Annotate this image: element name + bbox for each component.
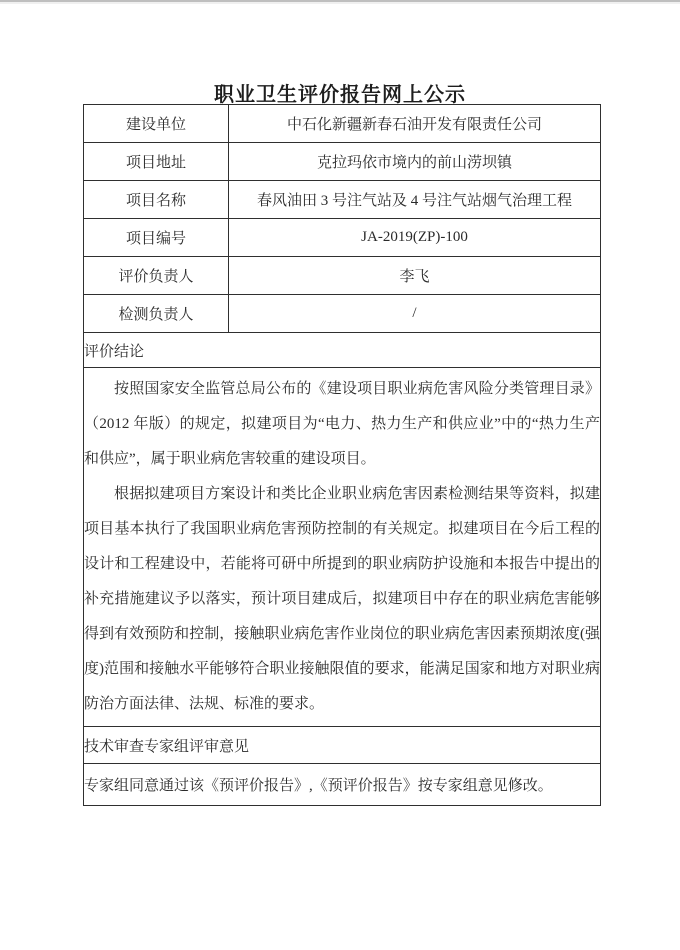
- review-opinion-row: [84, 764, 601, 806]
- conclusion-text-row: [84, 368, 601, 727]
- table-row: [84, 257, 601, 295]
- table-row: [84, 181, 601, 219]
- row-value-project-name: 春风油田 3 号注气站及 4 号注气站烟气治理工程: [229, 181, 601, 219]
- table-row: [84, 219, 601, 257]
- row-value-evaluation-lead: 李飞: [229, 257, 601, 295]
- review-heading-row: [84, 727, 601, 764]
- table-row: [84, 143, 601, 181]
- review-opinion: 专家组同意通过该《预评价报告》,《预评价报告》按专家组意见修改。: [84, 764, 601, 806]
- row-label-project-name: 项目名称: [84, 181, 229, 219]
- conclusion-text: [84, 368, 601, 727]
- conclusion-label-row: [84, 333, 601, 368]
- conclusion-label: 评价结论: [84, 333, 601, 368]
- table-row: [84, 105, 601, 143]
- conclusion-paragraph-1: 按照国家安全监管总局公布的《建设项目职业病危害风险分类管理目录》（2012 年版）的规定，拟建项目为“电力、热力生产和供应业”中的“热力生产和供应”，属于职业病危害较重的建设项目。: [84, 381, 600, 467]
- report-table: [83, 104, 601, 806]
- conclusion-paragraph-2: 根据拟建项目方案设计和类比企业职业病危害因素检测结果等资料，拟建项目基本执行了我国职业病危害预防控制的有关规定。拟建项目在今后工程的设计和工程建设中，若能将可研中所提到的职业病防护设施和本报告中提出的补充措施建议予以落实，预计项目建成后，拟建项目中存在的职业病危害能够得到有效预防和控制，接触职业病危害作业岗位的职业病危害因素预期浓度(强度)范围和接触水平能够符合职业接触限值的要求，能满足国家和地方对职业病防治方面法律、法规、标准的要求。: [84, 486, 600, 712]
- table-row: [84, 295, 601, 333]
- row-value-testing-lead: /: [229, 295, 601, 333]
- row-label-testing-lead: 检测负责人: [84, 295, 229, 333]
- page-title: 职业卫生评价报告网上公示: [214, 84, 466, 106]
- row-value-construction-unit: 中石化新疆新春石油开发有限责任公司: [229, 105, 601, 143]
- row-label-project-number: 项目编号: [84, 219, 229, 257]
- page-top-edge: [0, 0, 680, 4]
- row-label-project-address: 项目地址: [84, 143, 229, 181]
- row-label-construction-unit: 建设单位: [84, 105, 229, 143]
- row-label-evaluation-lead: 评价负责人: [84, 257, 229, 295]
- review-heading: 技术审查专家组评审意见: [84, 727, 601, 764]
- row-value-project-address: 克拉玛依市境内的前山涝坝镇: [229, 143, 601, 181]
- row-value-project-number: JA-2019(ZP)-100: [229, 219, 601, 257]
